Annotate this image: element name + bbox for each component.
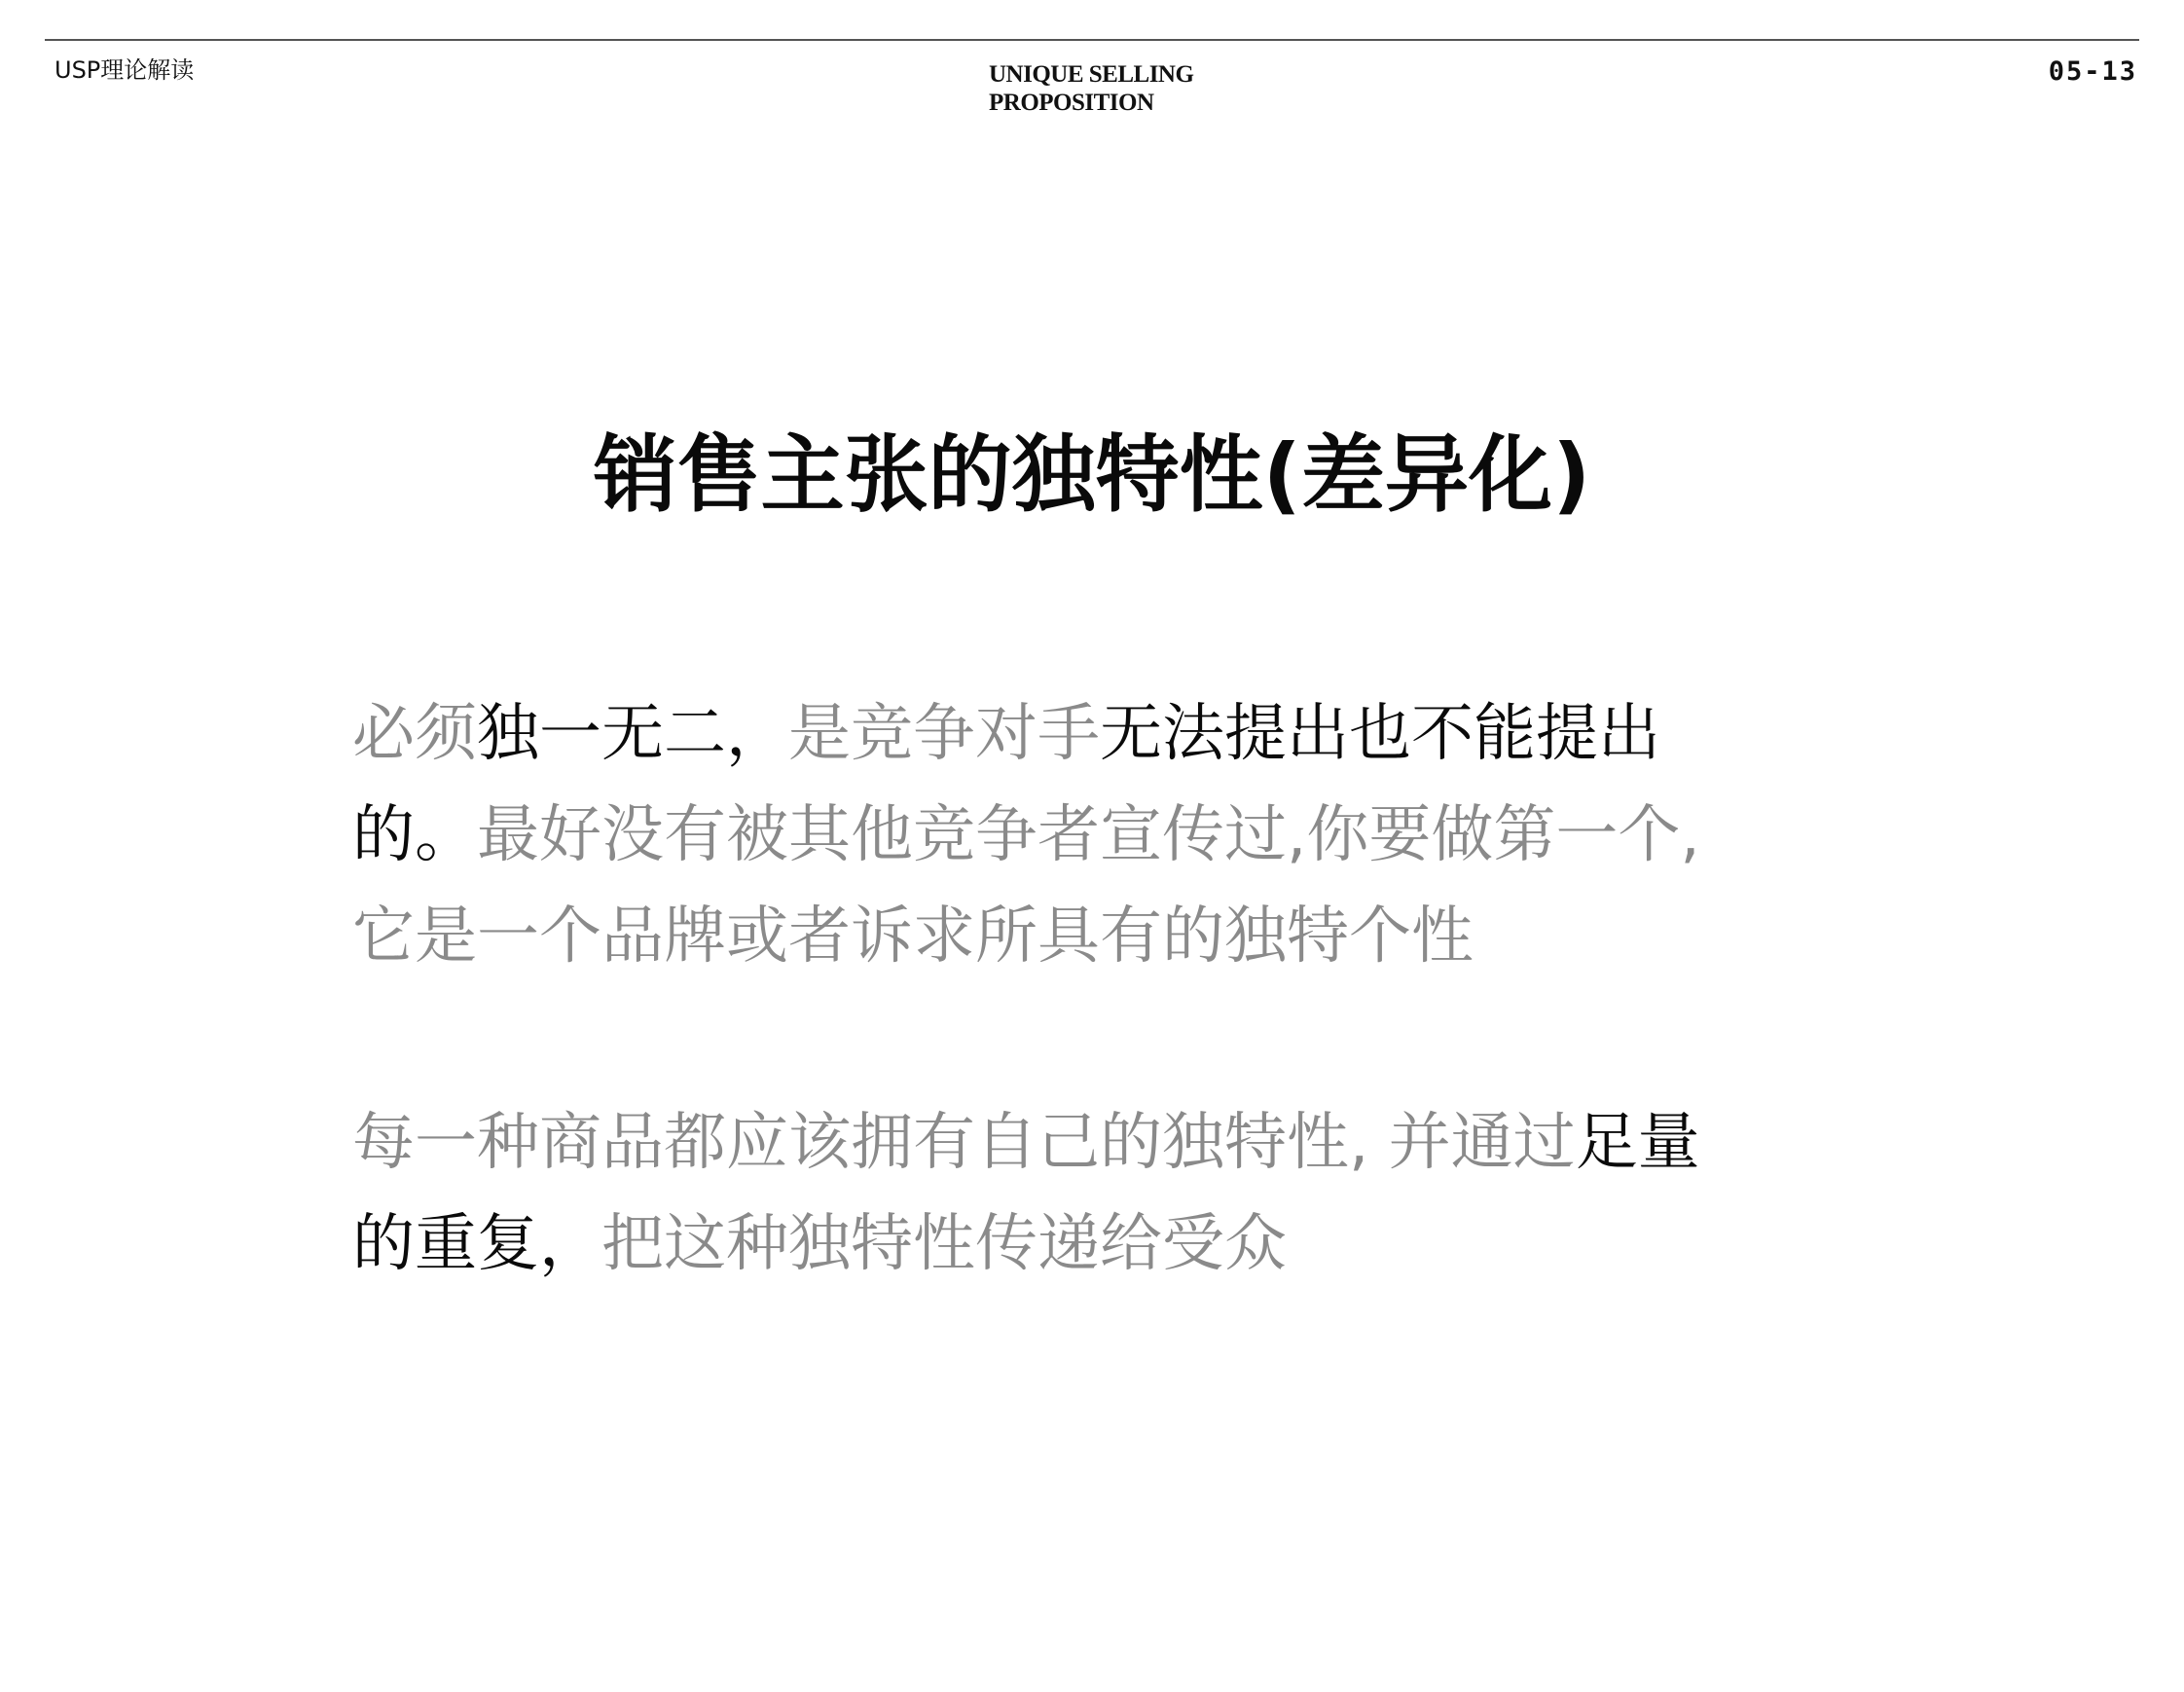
- header-subtitle-line-2: PROPOSITION: [989, 90, 1154, 116]
- paragraph-line: [352, 886, 1851, 987]
- page-range: 05-13: [2048, 56, 2137, 87]
- body-text: 每一种商品都应该拥有自己的独特性, 并通过: [352, 1107, 1576, 1179]
- header-subtitle: [989, 60, 1300, 117]
- emphasis-text: 的。: [352, 799, 477, 871]
- paragraph-line: [352, 1092, 1851, 1194]
- body-text: 把这种独特性传递给受众: [601, 1208, 1287, 1280]
- paragraph-uniqueness: [352, 683, 1851, 987]
- emphasis-text: 的重复，: [352, 1208, 601, 1280]
- slide-title: 销售主张的独特性(差异化): [593, 426, 1591, 524]
- paragraph-line: [352, 785, 1851, 886]
- emphasis-text: 足量: [1575, 1107, 1700, 1179]
- body-text: 它是一个品牌或者诉求所具有的独特个性: [352, 901, 1474, 973]
- paragraph-repetition: [352, 1092, 1851, 1295]
- paragraph-line: [352, 1194, 1851, 1295]
- body-text: 最好没有被其他竞争者宣传过,你要做第一个,: [477, 799, 1700, 871]
- paragraph-line: [352, 683, 1851, 785]
- top-divider: [45, 39, 2139, 41]
- header-subtitle-line-1: UNIQUE SELLING: [989, 61, 1194, 88]
- section-label: USP理论解读: [55, 56, 195, 84]
- body-text: 必须: [352, 698, 477, 770]
- emphasis-text: 无法提出也不能提出: [1100, 698, 1660, 770]
- emphasis-text: 独一无二，: [477, 698, 788, 770]
- body-text: 是竞争对手: [788, 698, 1100, 770]
